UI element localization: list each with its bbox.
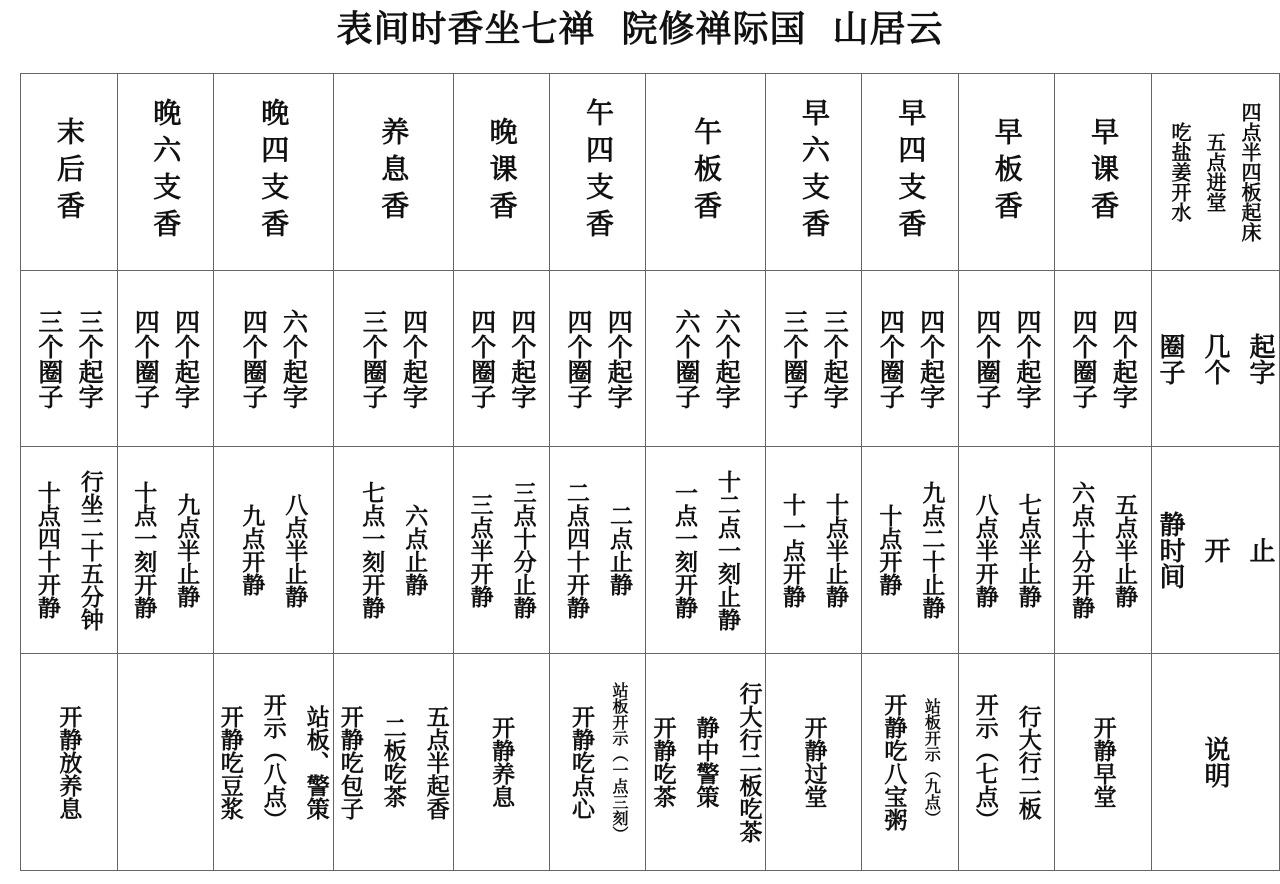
schedule-cell — [766, 74, 862, 271]
time-line: 七点半止静 — [1014, 492, 1041, 608]
schedule-cell — [1055, 447, 1152, 654]
schedule-cell — [862, 447, 959, 654]
circles-line: 四个圈子 — [972, 308, 1002, 409]
notes-line: 行大行二板 — [1014, 704, 1041, 820]
notes-line: 开静过堂 — [800, 716, 827, 808]
time-line: 六点止静 — [401, 504, 428, 596]
row-label: 说明 — [1199, 736, 1230, 788]
schedule-cell — [453, 654, 550, 871]
schedule-cell — [117, 654, 213, 871]
schedule-cell — [862, 654, 959, 871]
notes-line: 开示（八点） — [259, 693, 286, 831]
time-line: 二点四十开静 — [562, 481, 589, 619]
row-label-cell — [1151, 271, 1279, 447]
session-name: 午四支香 — [581, 98, 615, 246]
schedule-cell — [550, 74, 646, 271]
schedule-cell — [646, 654, 766, 871]
schedule-cell — [766, 654, 862, 871]
header-row — [21, 74, 1280, 271]
session-name: 晚课香 — [485, 116, 519, 228]
time-row — [21, 447, 1280, 654]
schedule-cell — [646, 447, 766, 654]
circles-line: 三个起字 — [75, 308, 105, 409]
row-label: 几个 — [1199, 332, 1230, 385]
time-line: 二点止静 — [605, 504, 632, 596]
circles-row — [21, 271, 1280, 447]
time-line: 十一点开静 — [778, 492, 805, 608]
schedule-cell — [21, 74, 118, 271]
circles-line: 四个圈子 — [1069, 308, 1099, 409]
circles-line: 四个起字 — [604, 308, 634, 409]
notes-line: 开静吃点心 — [567, 704, 594, 820]
time-line: 九点二十止静 — [918, 481, 945, 619]
session-name: 早四支香 — [894, 98, 928, 246]
circles-line: 三个圈子 — [359, 308, 389, 409]
schedule-cell — [646, 271, 766, 447]
row-label: 止 — [1244, 537, 1275, 563]
notes-line: 开静吃豆浆 — [216, 704, 243, 820]
notes-line: 行大行二板吃茶 — [735, 681, 762, 843]
schedule-cell — [766, 271, 862, 447]
session-name: 晚四支香 — [257, 98, 291, 246]
notes-row — [21, 654, 1280, 871]
row-label: 圈子 — [1154, 332, 1185, 385]
time-line: 十点开静 — [875, 504, 902, 596]
schedule-cell — [646, 74, 766, 271]
schedule-cell — [453, 447, 550, 654]
circles-line: 四个起字 — [171, 308, 201, 409]
session-name: 早六支香 — [797, 98, 831, 246]
time-line: 九点半止静 — [173, 492, 200, 608]
schedule-cell — [1055, 74, 1152, 271]
session-name: 养息香 — [377, 116, 411, 228]
circles-line: 三个圈子 — [779, 308, 809, 409]
schedule-cell — [550, 271, 646, 447]
schedule-cell — [959, 74, 1055, 271]
schedule-cell — [21, 271, 118, 447]
notes-line: 静中警策 — [692, 716, 719, 808]
session-name: 午板香 — [689, 116, 723, 228]
circles-line: 四个圈子 — [876, 308, 906, 409]
notes-line: 开静早堂 — [1089, 716, 1116, 808]
time-line: 三点十分止静 — [509, 481, 536, 619]
time-line: 行坐二十五分钟 — [76, 469, 103, 631]
wake-up-note: 四点半四板起床 — [1237, 102, 1262, 242]
time-line: 十二点一刻止静 — [713, 469, 740, 631]
schedule-cell — [550, 447, 646, 654]
schedule-cell — [333, 271, 453, 447]
schedule-cell — [21, 654, 118, 871]
time-line: 九点开静 — [238, 504, 265, 596]
notes-line: 二板吃茶 — [379, 716, 406, 808]
session-name: 末后香 — [52, 116, 86, 228]
time-line: 八点半开静 — [971, 492, 998, 608]
notes-line: 开示（七点） — [971, 693, 998, 831]
circles-line: 四个起字 — [916, 308, 946, 409]
schedule-cell — [117, 447, 213, 654]
time-line: 十点半止静 — [821, 492, 848, 608]
time-line: 六点十分开静 — [1068, 481, 1095, 619]
notes-line: 站板、警策 — [302, 704, 329, 820]
time-line: 五点半止静 — [1111, 492, 1138, 608]
schedule-cell — [213, 654, 333, 871]
session-name: 早课香 — [1087, 116, 1121, 228]
schedule-cell — [213, 74, 333, 271]
circles-line: 四个圈子 — [239, 308, 269, 409]
circles-line: 四个圈子 — [131, 308, 161, 409]
schedule-cell — [959, 654, 1055, 871]
schedule-cell — [453, 74, 550, 271]
circles-line: 四个圈子 — [563, 308, 593, 409]
row-label: 开 — [1199, 537, 1230, 563]
schedule-cell — [213, 447, 333, 654]
wake-up-note: 五点进堂 — [1202, 132, 1227, 212]
time-line: 八点半止静 — [281, 492, 308, 608]
schedule-cell — [21, 447, 118, 654]
circles-line: 三个起字 — [820, 308, 850, 409]
session-name: 早板香 — [990, 116, 1024, 228]
notes-line: 站板开示（一点三刻） — [609, 682, 629, 842]
schedule-cell — [1055, 654, 1152, 871]
wake-up-note: 吃盐姜开水 — [1167, 122, 1192, 222]
time-line: 一点一刻开静 — [670, 481, 697, 619]
circles-line: 四个起字 — [1012, 308, 1042, 409]
page-title — [0, 4, 1280, 56]
schedule-cell — [117, 74, 213, 271]
schedule-cell — [862, 271, 959, 447]
notes-line: 开静放养息 — [55, 704, 82, 820]
time-line: 三点半开静 — [466, 492, 493, 608]
circles-line: 六个起字 — [279, 308, 309, 409]
schedule-table — [20, 73, 1280, 871]
time-line: 十点一刻开静 — [130, 481, 157, 619]
notes-line: 开静吃茶 — [649, 716, 676, 808]
schedule-cell — [453, 271, 550, 447]
row-label-cell — [1151, 447, 1279, 654]
row-label: 起字 — [1244, 332, 1275, 385]
schedule-cell — [766, 447, 862, 654]
notes-line: 开静吃包子 — [336, 704, 363, 820]
notes-line: 站板开示（九点） — [922, 698, 942, 826]
time-line: 七点一刻开静 — [358, 481, 385, 619]
circles-line: 六个圈子 — [671, 308, 701, 409]
schedule-cell — [213, 271, 333, 447]
row-label: 静时间 — [1154, 511, 1185, 589]
session-name: 晚六支香 — [149, 98, 183, 246]
notes-line: 开静养息 — [488, 716, 515, 808]
notes-line: 五点半起香 — [422, 704, 449, 820]
schedule-cell — [959, 447, 1055, 654]
schedule-cell — [333, 654, 453, 871]
schedule-cell — [550, 654, 646, 871]
schedule-cell — [333, 447, 453, 654]
circles-line: 六个起字 — [712, 308, 742, 409]
circles-line: 三个圈子 — [34, 308, 64, 409]
circles-line: 四个起字 — [399, 308, 429, 409]
title-part-left: 山居云 — [832, 9, 944, 50]
title-part-right: 表间时香坐七禅 — [336, 9, 596, 50]
row-label-cell — [1151, 74, 1279, 271]
time-line: 十点四十开静 — [33, 481, 60, 619]
schedule-cell — [959, 271, 1055, 447]
circles-line: 四个圈子 — [467, 308, 497, 409]
circles-line: 四个起字 — [507, 308, 537, 409]
title-part-middle: 院修禅际国 — [621, 9, 807, 50]
row-label-cell — [1151, 654, 1279, 871]
circles-line: 四个起字 — [1109, 308, 1139, 409]
schedule-cell — [862, 74, 959, 271]
schedule-cell — [333, 74, 453, 271]
schedule-cell — [117, 271, 213, 447]
notes-line: 开静吃八宝粥 — [880, 693, 907, 831]
schedule-cell — [1055, 271, 1152, 447]
